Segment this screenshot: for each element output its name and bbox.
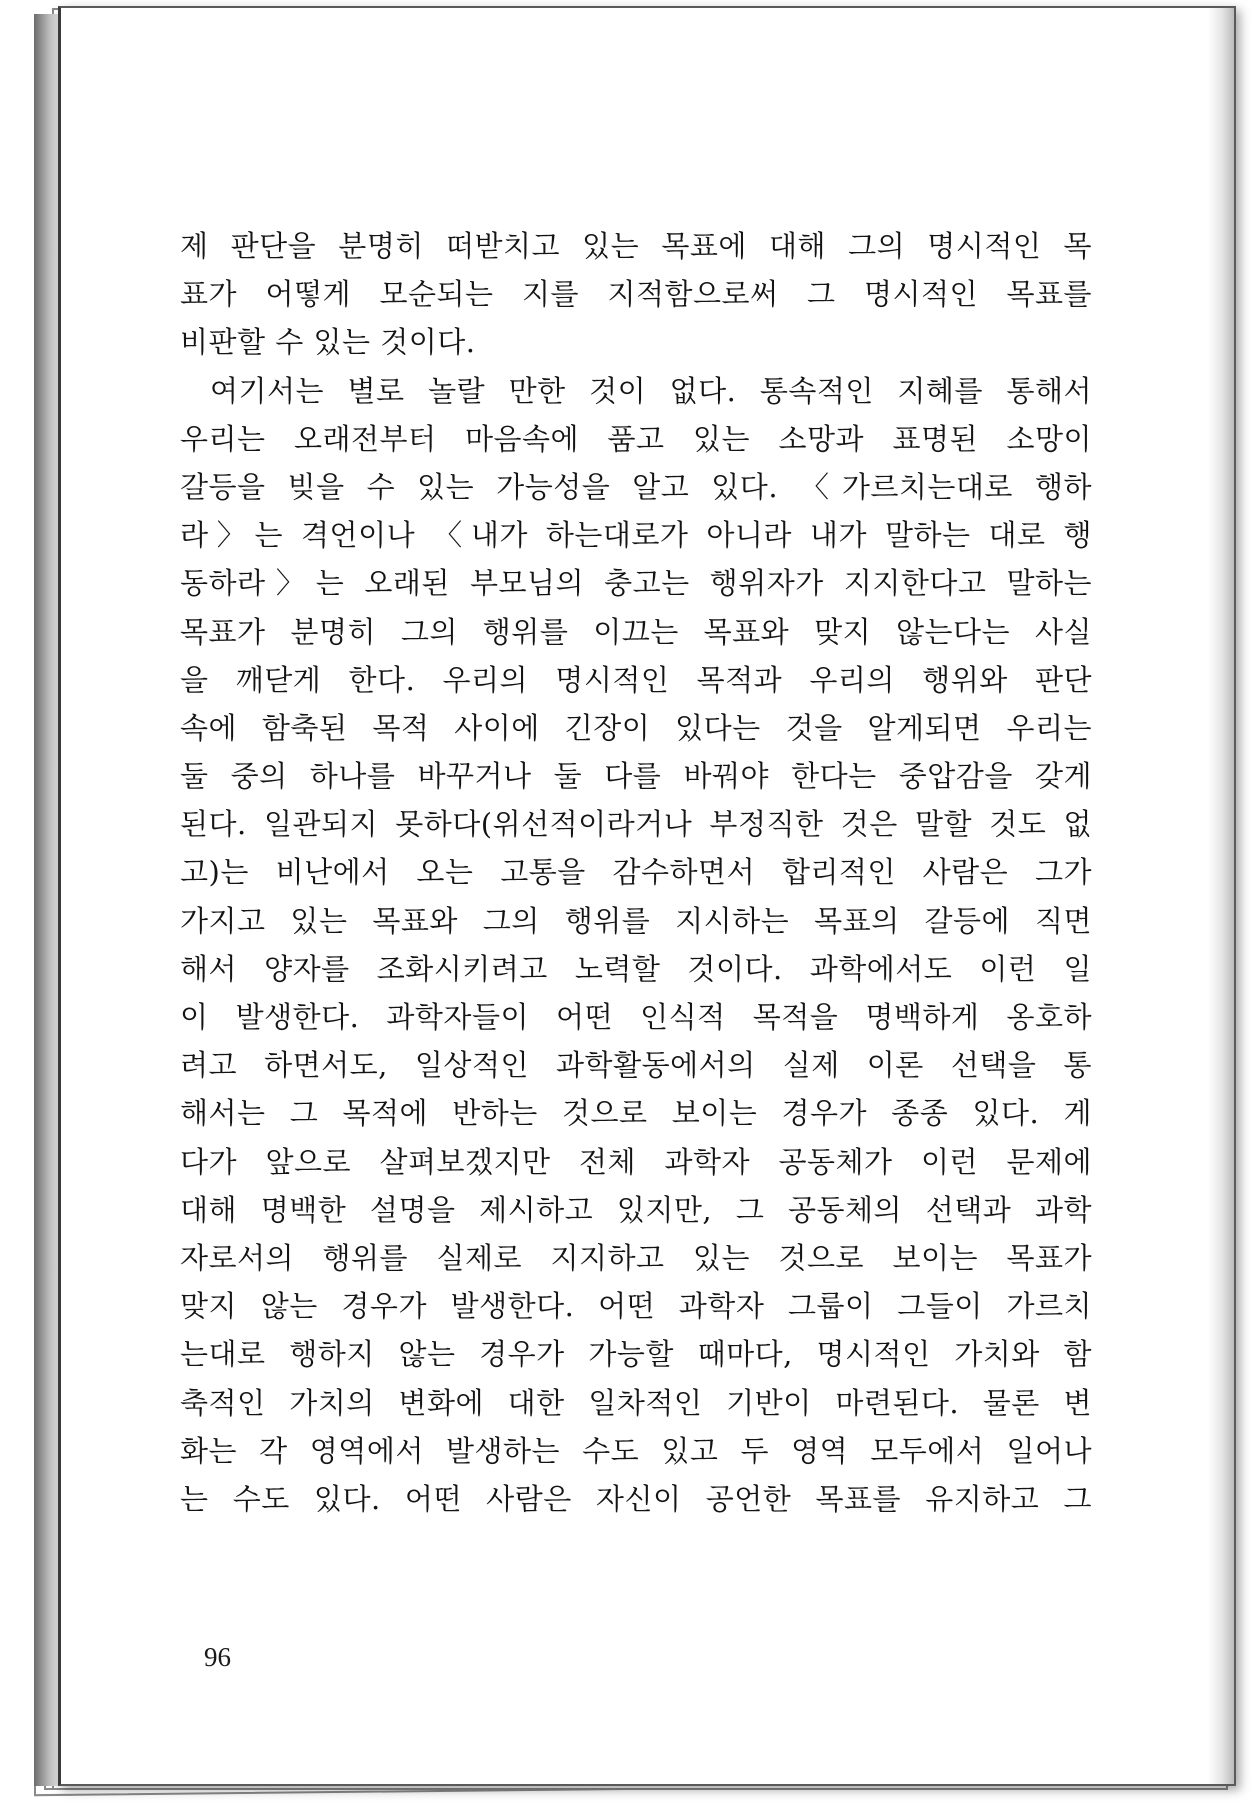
page-curl-shadow [1208,8,1234,1784]
text-line: 라〉는 격언이나 〈내가 하는대로가 아니라 내가 말하는 대로 행 [180,518,1092,553]
spine-shadow [34,14,60,1786]
text-line: 비판할 수 있는 것이다. [180,325,476,360]
text-line: 표가 어떻게 모순되는 지를 지적함으로써 그 명시적인 목표를 [180,277,1092,312]
text-line: 이 발생한다. 과학자들이 어떤 인식적 목적을 명백하게 옹호하 [180,1000,1092,1034]
text-line: 해서 양자를 조화시키려고 노력할 것이다. 과학에서도 이런 일 [180,951,1092,986]
paragraph-2 [180,367,1092,1524]
text-line: 여기서는 별로 놀랄 만한 것이 없다. 통속적인 지혜를 통해서 [210,373,1092,408]
page-number: 96 [204,1642,231,1672]
text-line: 된다. 일관되지 못하다(위선적이라거나 부정직한 것은 말할 것도 없 [180,807,1092,842]
body-text [180,222,1092,1523]
text-line: 을 깨닫게 한다. 우리의 명시적인 목적과 우리의 행위와 판단 [180,662,1092,697]
text-line: 화는 각 영역에서 발생하는 수도 있고 두 영역 모두에서 일어나 [180,1433,1092,1468]
paragraph-1 [180,222,1092,367]
text-line: 해서는 그 목적에 반하는 것으로 보이는 경우가 종종 있다. 게 [180,1096,1092,1131]
text-line: 는 수도 있다. 어떤 사람은 자신이 공언한 목표를 유지하고 그 [180,1481,1092,1516]
text-line: 대해 명백한 설명을 제시하고 있지만, 그 공동체의 선택과 과학 [180,1192,1092,1227]
text-line: 다가 앞으로 살펴보겠지만 전체 과학자 공동체가 이런 문제에 [180,1144,1092,1179]
text-line: 맞지 않는 경우가 발생한다. 어떤 과학자 그룹이 그들이 가르치 [180,1289,1092,1324]
text-line: 고)는 비난에서 오는 고통을 감수하면서 합리적인 사람은 그가 [180,855,1092,890]
text-line: 제 판단을 분명히 떠받치고 있는 목표에 대해 그의 명시적인 목 [180,229,1092,263]
text-line: 동하라〉는 오래된 부모님의 충고는 행위자가 지지한다고 말하는 [180,566,1092,601]
text-line: 자로서의 행위를 실제로 지지하고 있는 것으로 보이는 목표가 [180,1240,1092,1275]
text-line: 목표가 분명히 그의 행위를 이끄는 목표와 맞지 않는다는 사실 [180,614,1092,649]
text-line: 속에 함축된 목적 사이에 긴장이 있다는 것을 알게되면 우리는 [180,710,1092,745]
text-line: 우리는 오래전부터 마음속에 품고 있는 소망과 표명된 소망이 [180,421,1092,456]
text-line: 갈등을 빚을 수 있는 가능성을 알고 있다. 〈가르치는대로 행하 [180,469,1092,504]
text-line: 가지고 있는 목표와 그의 행위를 지시하는 목표의 갈등에 직면 [180,903,1092,938]
text-line: 려고 하면서도, 일상적인 과학활동에서의 실제 이론 선택을 통 [180,1048,1092,1083]
text-line: 는대로 행하지 않는 경우가 가능할 때마다, 명시적인 가치와 함 [180,1337,1092,1372]
text-line: 둘 중의 하나를 바꾸거나 둘 다를 바꿔야 한다는 중압감을 갖게 [180,759,1092,794]
text-line: 축적인 가치의 변화에 대한 일차적인 기반이 마련된다. 물론 변 [180,1385,1092,1420]
